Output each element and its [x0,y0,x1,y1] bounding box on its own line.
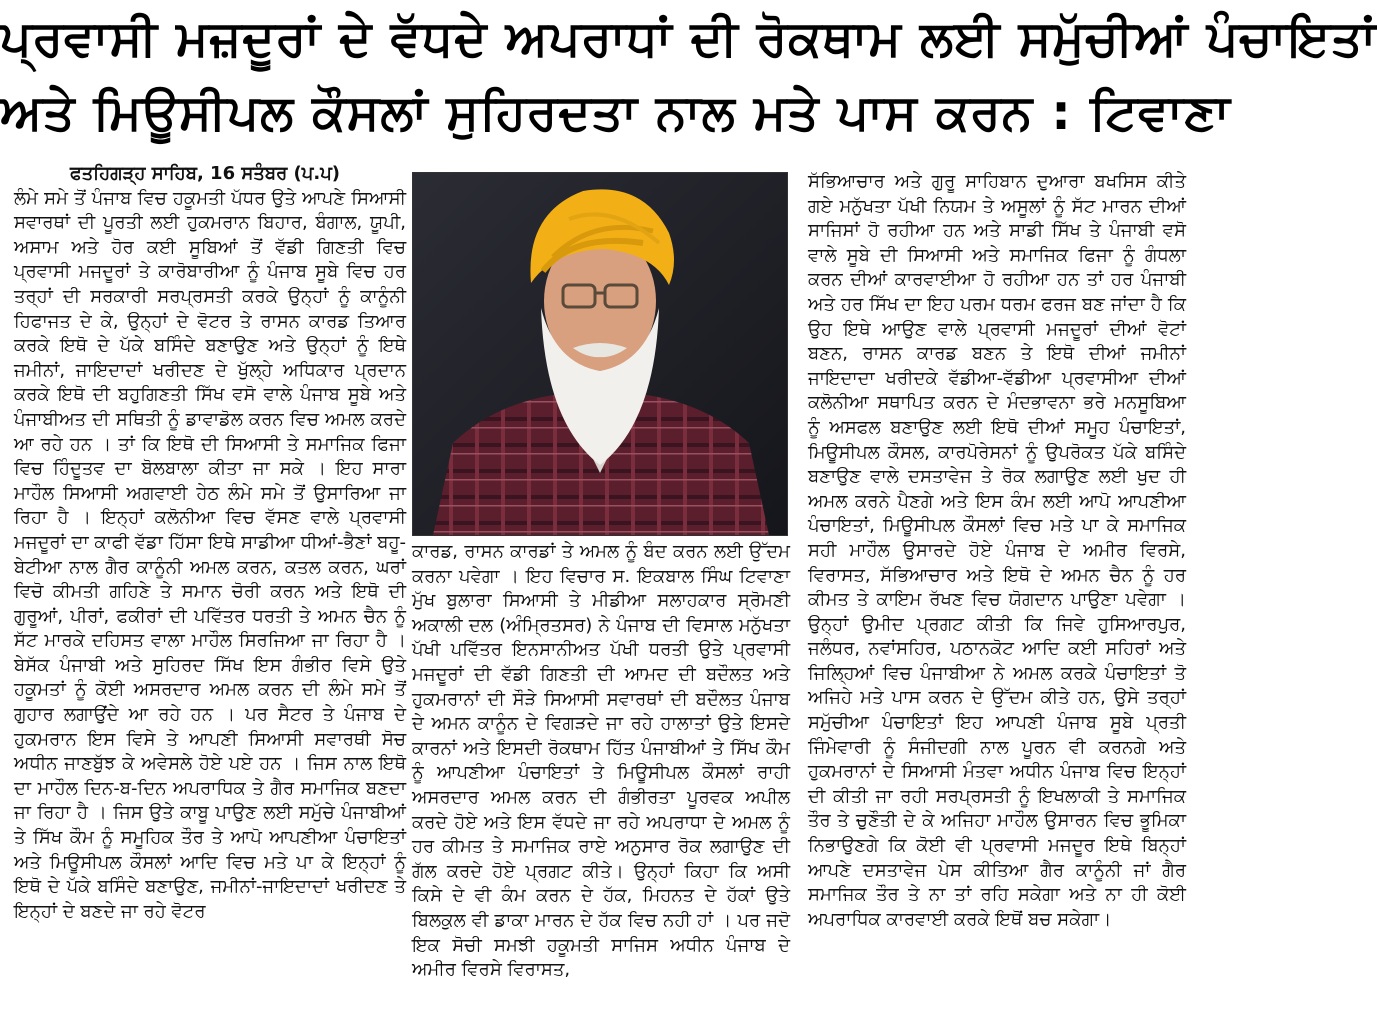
article-column-1 [14,162,406,1002]
portrait-photo [412,172,788,536]
article-column-3-text: ਸੱਭਿਆਚਾਰ ਅਤੇ ਗੁਰੂ ਸਾਹਿਬਾਨ ਦੁਆਰਾ ਬਖਸਿਸ ਕੀਤੇ ਗਏ ਮਨੁੱਖਤਾ ਪੱਖੀ ਨਿਯਮ ਤੇ ਅਸੂਲਾਂ ਨੂੰ ਸੱਟ ਮਾਰਨ ਦੀਆਂ ਸਾਜਿਸਾਂ ਹੋ ਰਹੀਆ ਹਨ ਅਤੇ ਸਾਡੀ ਸਿੱਖ ਤੇ ਪੰਜਾਬੀ ਵਸੋ ਵਾਲੇ ਸੂਬੇ ਦੀ ਸਿਆਸੀ ਅਤੇ ਸਮਾਜਿਕ ਫਿਜਾ ਨੂੰ ਗੰਧਲਾ ਕਰਨ ਦੀਆਂ ਕਾਰਵਾਈਆ ਹੋ ਰਹੀਆ ਹਨ ਤਾਂ ਹਰ ਪੰਜਾਬੀ ਅਤੇ ਹਰ ਸਿੱਖ ਦਾ ਇਹ ਪਰਮ ਧਰਮ ਫਰਜ ਬਣ ਜਾਂਦਾ ਹੈ ਕਿ ਉਹ ਇਥੇ ਆਉਣ ਵਾਲੇ ਪ੍ਰਵਾਸੀ ਮਜਦੂਰਾਂ ਦੀਆਂ ਵੋਟਾਂ ਬਣਨ, ਰਾਸਨ ਕਾਰਡ ਬਣਨ ਤੇ ਇਥੋ ਦੀਆਂ ਜਮੀਨਾਂ ਜਾਇਦਾਦਾ ਖਰੀਦਕੇ ਵੱਡੀਆ-ਵੱਡੀਆ ਪ੍ਰਵਾਸੀਆ ਦੀਆਂ ਕਲੋਨੀਆ ਸਥਾਪਿਤ ਕਰਨ ਦੇ ਮੰਦਭਾਵਨਾ ਭਰੇ ਮਨਸੂਬਿਆ ਨੂੰ ਅਸਫਲ ਬਣਾਉਣ ਲਈ ਇਥੋ ਦੀਆਂ ਸਮੂਹ ਪੰਚਾਇਤਾਂ, ਮਿਊਸੀਪਲ ਕੌਸਲ, ਕਾਰਪੋਰੇਸਨਾਂ ਨੂੰ ਉਪਰੋਕਤ ਪੱਕੇ ਬਸਿੰਦੇ ਬਣਾਉਣ ਵਾਲੇ ਦਸਤਾਵੇਜ ਤੇ ਰੋਕ ਲਗਾਉਣ ਲਈ ਖੁਦ ਹੀ ਅਮਲ ਕਰਨੇ ਪੈਣਗੇ ਅਤੇ ਇਸ ਕੰਮ ਲਈ ਆਪੋ ਆਪਣੀਆ ਪੰਚਾਇਤਾਂ, ਮਿਊਸੀਪਲ ਕੌਸਲਾਂ ਵਿਚ ਮਤੇ ਪਾ ਕੇ ਸਮਾਜਿਕ ਸਹੀ ਮਾਹੌਲ ਉਸਾਰਦੇ ਹੋਏ ਪੰਜਾਬ ਦੇ ਅਮੀਰ ਵਿਰਸੇ, ਵਿਰਾਸਤ, ਸੱਭਿਆਚਾਰ ਅਤੇ ਇਥੋ ਦੇ ਅਮਨ ਚੈਨ ਨੂੰ ਹਰ ਕੀਮਤ ਤੇ ਕਾਇਮ ਰੱਖਣ ਵਿਚ ਯੋਗਦਾਨ ਪਾਉਣਾ ਪਵੇਗਾ । ਉਨ੍ਹਾਂ ਉਮੀਦ ਪ੍ਰਗਟ ਕੀਤੀ ਕਿ ਜਿਵੇ ਹੁਸਿਆਰਪੁਰ, ਜਲੰਧਰ, ਨਵਾਂਸਹਿਰ, ਪਠਾਨਕੋਟ ਆਦਿ ਕਈ ਸਹਿਰਾਂ ਅਤੇ ਜਿਲ੍ਹਿਆਂ ਵਿਚ ਪੰਜਾਬੀਆ ਨੇ ਅਮਲ ਕਰਕੇ ਪੰਚਾਇਤਾਂ ਤੋ ਅਜਿਹੇ ਮਤੇ ਪਾਸ ਕਰਨ ਦੇ ਉੱਦਮ ਕੀਤੇ ਹਨ, ਉਸੇ ਤਰ੍ਹਾਂ ਸਮੁੱਚੀਆ ਪੰਚਾਇਤਾਂ ਇਹ ਆਪਣੀ ਪੰਜਾਬ ਸੂਬੇ ਪ੍ਰਤੀ ਜਿੰਮੇਵਾਰੀ ਨੂੰ ਸੰਜੀਦਗੀ ਨਾਲ ਪੂਰਨ ਵੀ ਕਰਨਗੇ ਅਤੇ ਹੁਕਮਰਾਨਾਂ ਦੇ ਸਿਆਸੀ ਮੰਤਵਾ ਅਧੀਨ ਪੰਜਾਬ ਵਿਚ ਇਨ੍ਹਾਂ ਦੀ ਕੀਤੀ ਜਾ ਰਹੀ ਸਰਪ੍ਰਸਤੀ ਨੂੰ ਇਖਲਾਕੀ ਤੇ ਸਮਾਜਿਕ ਤੌਰ ਤੇ ਚੁਣੌਤੀ ਦੇ ਕੇ ਅਜਿਹਾ ਮਾਹੌਲ ਉਸਾਰਨ ਵਿਚ ਭੂਮਿਕਾ ਨਿਭਾਉਣਗੇ ਕਿ ਕੋਈ ਵੀ ਪ੍ਰਵਾਸੀ ਮਜਦੂਰ ਇਥੇ ਬਿਨ੍ਹਾਂ ਆਪਣੇ ਦਸਤਾਵੇਜ ਪੇਸ ਕੀਤਿਆ ਗੈਰ ਕਾਨੂੰਨੀ ਜਾਂ ਗੈਰ ਸਮਾਜਿਕ ਤੌਰ ਤੇ ਨਾ ਤਾਂ ਰਹਿ ਸਕੇਗਾ ਅਤੇ ਨਾ ਹੀ ਕੋਈ ਅਪਰਾਧਿਕ ਕਾਰਵਾਈ ਕਰਕੇ ਇਥੋਂ ਬਚ ਸਕੇਗਾ। [808,171,1186,930]
portrait-illustration [413,173,787,535]
dateline: ਫਤਹਿਗੜ੍ਹ ਸਾਹਿਬ, 16 ਸਤੰਬਰ (ਪ.ਪ) [70,163,341,184]
article-column-3 [808,170,1186,1010]
headline-line-1: ਪ੍ਰਵਾਸੀ ਮਜ਼ਦੂਰਾਂ ਦੇ ਵੱਧਦੇ ਅਪਰਾਧਾਂ ਦੀ ਰੋਕਥਾਮ ਲਈ ਸਮੁੱਚੀਆਂ ਪੰਚਾਇਤਾਂ [0,10,1377,67]
article-column-2-text: ਕਾਰਡ, ਰਾਸਨ ਕਾਰਡਾਂ ਤੇ ਅਮਲ ਨੂੰ ਬੰਦ ਕਰਨ ਲਈ ਉੱਦਮ ਕਰਨਾ ਪਵੇਗਾ । ਇਹ ਵਿਚਾਰ ਸ. ਇਕਬਾਲ ਸਿੰਘ ਟਿਵਾਣਾ ਮੁੱਖ ਬੁਲਾਰਾ ਸਿਆਸੀ ਤੇ ਮੀਡੀਆ ਸਲਾਹਕਾਰ ਸ੍ਰੋਮਣੀ ਅਕਾਲੀ ਦਲ (ਅੰਮ੍ਰਿਤਸਰ) ਨੇ ਪੰਜਾਬ ਦੀ ਵਿਸਾਲ ਮਨੁੱਖਤਾ ਪੱਖੀ ਪਵਿੱਤਰ ਇਨਸਾਨੀਅਤ ਪੱਖੀ ਧਰਤੀ ਉਤੇ ਪ੍ਰਵਾਸੀ ਮਜਦੂਰਾਂ ਦੀ ਵੱਡੀ ਗਿਣਤੀ ਦੀ ਆਮਦ ਦੀ ਬਦੌਲਤ ਅਤੇ ਹੁਕਮਰਾਨਾਂ ਦੀ ਸੌੜੇ ਸਿਆਸੀ ਸਵਾਰਥਾਂ ਦੀ ਬਦੌਲਤ ਪੰਜਾਬ ਦੇ ਅਮਨ ਕਾਨੂੰਨ ਦੇ ਵਿਗੜਦੇ ਜਾ ਰਹੇ ਹਾਲਾਤਾਂ ਉਤੇ ਇਸਦੇ ਕਾਰਨਾਂ ਅਤੇ ਇਸਦੀ ਰੋਕਥਾਮ ਹਿੱਤ ਪੰਜਾਬੀਆਂ ਤੇ ਸਿੱਖ ਕੌਮ ਨੂੰ ਆਪਣੀਆ ਪੰਚਾਇਤਾਂ ਤੇ ਮਿਊਸੀਪਲ ਕੌਸਲਾਂ ਰਾਹੀ ਅਸਰਦਾਰ ਅਮਲ ਕਰਨ ਦੀ ਗੰਭੀਰਤਾ ਪੂਰਵਕ ਅਪੀਲ ਕਰਦੇ ਹੋਏ ਅਤੇ ਇਸ ਵੱਧਦੇ ਜਾ ਰਹੇ ਅਪਰਾਧਾ ਦੇ ਅਮਲ ਨੂੰ ਹਰ ਕੀਮਤ ਤੇ ਸਮਾਜਿਕ ਰਾਏ ਅਨੁਸਾਰ ਰੋਕ ਲਗਾਉਣ ਦੀ ਗੱਲ ਕਰਦੇ ਹੋਏ ਪ੍ਰਗਟ ਕੀਤੇ। ਉਨ੍ਹਾਂ ਕਿਹਾ ਕਿ ਅਸੀ ਕਿਸੇ ਦੇ ਵੀ ਕੰਮ ਕਰਨ ਦੇ ਹੱਕ, ਮਿਹਨਤ ਦੇ ਹੱਕਾਂ ਉਤੇ ਬਿਲਕੁਲ ਵੀ ਡਾਕਾ ਮਾਰਨ ਦੇ ਹੱਕ ਵਿਚ ਨਹੀ ਹਾਂ । ਪਰ ਜਦੋ ਇਕ ਸੋਚੀ ਸਮਝੀ ਹਕੂਮਤੀ ਸਾਜਿਸ ਅਧੀਨ ਪੰਜਾਬ ਦੇ ਅਮੀਰ ਵਿਰਸੇ ਵਿਰਾਸਤ, [412,541,790,981]
article-column-1-text: ਲੰਮੇ ਸਮੇ ਤੋਂ ਪੰਜਾਬ ਵਿਚ ਹਕੂਮਤੀ ਪੱਧਰ ਉਤੇ ਆਪਣੇ ਸਿਆਸੀ ਸਵਾਰਥਾਂ ਦੀ ਪੂਰਤੀ ਲਈ ਹੁਕਮਰਾਨ ਬਿਹਾਰ, ਬੰਗਾਲ, ਯੂਪੀ, ਅਸਾਮ ਅਤੇ ਹੋਰ ਕਈ ਸੂਬਿਆਂ ਤੋਂ ਵੱਡੀ ਗਿਣਤੀ ਵਿਚ ਪ੍ਰਵਾਸੀ ਮਜਦੂਰਾਂ ਤੇ ਕਾਰੋਬਾਰੀਆ ਨੂੰ ਪੰਜਾਬ ਸੂਬੇ ਵਿਚ ਹਰ ਤਰ੍ਹਾਂ ਦੀ ਸਰਕਾਰੀ ਸਰਪ੍ਰਸਤੀ ਕਰਕੇ ਉਨ੍ਹਾਂ ਨੂੰ ਕਾਨੂੰਨੀ ਹਿਫਾਜਤ ਦੇ ਕੇ, ਉਨ੍ਹਾਂ ਦੇ ਵੋਟਰ ਤੇ ਰਾਸਨ ਕਾਰਡ ਤਿਆਰ ਕਰਕੇ ਇਥੋ ਦੇ ਪੱਕੇ ਬਸਿੰਦੇ ਬਣਾਉਣ ਅਤੇ ਉਨ੍ਹਾਂ ਨੂੰ ਇਥੇ ਜਮੀਨਾਂ, ਜਾਇਦਾਦਾਂ ਖਰੀਦਣ ਦੇ ਖੁੱਲ੍ਹੇ ਅਧਿਕਾਰ ਪ੍ਰਦਾਨ ਕਰਕੇ ਇਥੋ ਦੀ ਬਹੁਗਿਣਤੀ ਸਿੱਖ ਵਸੋ ਵਾਲੇ ਪੰਜਾਬ ਸੂਬੇ ਅਤੇ ਪੰਜਾਬੀਅਤ ਦੀ ਸਥਿਤੀ ਨੂੰ ਡਾਵਾਡੋਲ ਕਰਨ ਵਿਚ ਅਮਲ ਕਰਦੇ ਆ ਰਹੇ ਹਨ । ਤਾਂ ਕਿ ਇਥੋ ਦੀ ਸਿਆਸੀ ਤੇ ਸਮਾਜਿਕ ਫਿਜਾ ਵਿਚ ਹਿੰਦੂਤਵ ਦਾ ਬੋਲਬਾਲਾ ਕੀਤਾ ਜਾ ਸਕੇ । ਇਹ ਸਾਰਾ ਮਾਹੌਲ ਸਿਆਸੀ ਅਗਵਾਈ ਹੇਠ ਲੰਮੇ ਸਮੇ ਤੋਂ ਉਸਾਰਿਆ ਜਾ ਰਿਹਾ ਹੈ । ਇਨ੍ਹਾਂ ਕਲੋਨੀਆ ਵਿਚ ਵੱਸਣ ਵਾਲੇ ਪ੍ਰਵਾਸੀ ਮਜਦੂਰਾਂ ਦਾ ਕਾਫੀ ਵੱਡਾ ਹਿੱਸਾ ਇਥੇ ਸਾਡੀਆ ਧੀਆਂ-ਭੈਣਾਂ ਬਹੂ-ਬੇਟੀਆ ਨਾਲ ਗੈਰ ਕਾਨੂੰਨੀ ਅਮਲ ਕਰਨ, ਕਤਲ ਕਰਨ, ਘਰਾਂ ਵਿਚੋ ਕੀਮਤੀ ਗਹਿਣੇ ਤੇ ਸਮਾਨ ਚੋਰੀ ਕਰਨ ਅਤੇ ਇਥੋ ਦੀ ਗੁਰੂਆਂ, ਪੀਰਾਂ, ਫਕੀਰਾਂ ਦੀ ਪਵਿੱਤਰ ਧਰਤੀ ਤੇ ਅਮਨ ਚੈਨ ਨੂੰ ਸੱਟ ਮਾਰਕੇ ਦਹਿਸਤ ਵਾਲਾ ਮਾਹੌਲ ਸਿਰਜਿਆ ਜਾ ਰਿਹਾ ਹੈ । ਬੇਸੱਕ ਪੰਜਾਬੀ ਅਤੇ ਸੁਹਿਰਦ ਸਿੱਖ ਇਸ ਗੰਭੀਰ ਵਿਸੇ ਉਤੇ ਹਕੂਮਤਾਂ ਨੂੰ ਕੋਈ ਅਸਰਦਾਰ ਅਮਲ ਕਰਨ ਦੀ ਲੰਮੇ ਸਮੇ ਤੋਂ ਗੁਹਾਰ ਲਗਾਉਂਦੇ ਆ ਰਹੇ ਹਨ । ਪਰ ਸੈਟਰ ਤੇ ਪੰਜਾਬ ਦੇ ਹੁਕਮਰਾਨ ਇਸ ਵਿਸੇ ਤੇ ਆਪਣੀ ਸਿਆਸੀ ਸਵਾਰਥੀ ਸੋਚ ਅਧੀਨ ਜਾਣਬੁੱਝ ਕੇ ਅਵੇਸਲੇ ਹੋਏ ਪਏ ਹਨ । ਜਿਸ ਨਾਲ ਇਥੋ ਦਾ ਮਾਹੌਲ ਦਿਨ-ਬ-ਦਿਨ ਅਪਰਾਧਿਕ ਤੇ ਗੈਰ ਸਮਾਜਿਕ ਬਣਦਾ ਜਾ ਰਿਹਾ ਹੈ । ਜਿਸ ਉਤੇ ਕਾਬੂ ਪਾਉਣ ਲਈ ਸਮੁੱਚੇ ਪੰਜਾਬੀਆਂ ਤੇ ਸਿੱਖ ਕੌਮ ਨੂੰ ਸਮੂਹਿਕ ਤੌਰ ਤੇ ਆਪੋ ਆਪਣੀਆ ਪੰਚਾਇਤਾਂ ਅਤੇ ਮਿਊਸੀਪਲ ਕੌਸਲਾਂ ਆਦਿ ਵਿਚ ਮਤੇ ਪਾ ਕੇ ਇਨ੍ਹਾਂ ਨੂੰ ਇਥੋ ਦੇ ਪੱਕੇ ਬਸਿੰਦੇ ਬਣਾਉਣ, ਜਮੀਨਾਂ-ਜਾਇਦਾਦਾਂ ਖਰੀਦਣ ਤੇ ਇਨ੍ਹਾਂ ਦੇ ਬਣਦੇ ਜਾ ਰਹੇ ਵੋਟਰ [14,187,406,922]
headline-line-2: ਅਤੇ ਮਿਊਸੀਪਲ ਕੌਸਲਾਂ ਸੁਹਿਰਦਤਾ ਨਾਲ ਮਤੇ ਪਾਸ ਕਰਨ : ਟਿਵਾਣਾ [0,84,1231,141]
article-column-2 [412,540,790,1002]
